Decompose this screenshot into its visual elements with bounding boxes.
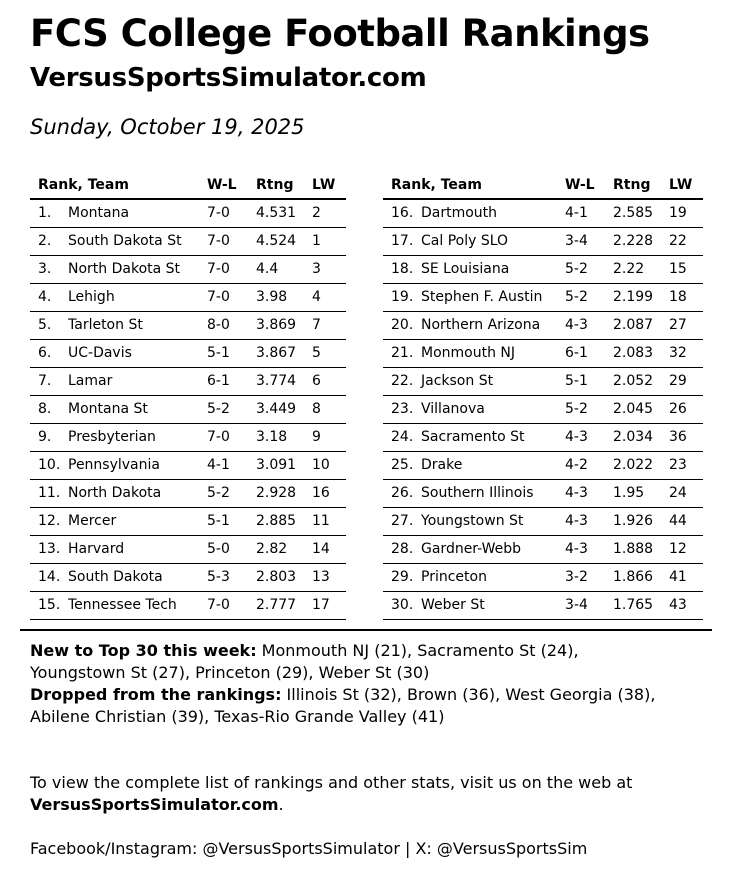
wl-cell: 5-2 xyxy=(565,283,613,311)
team-cell: Dartmouth xyxy=(421,199,565,227)
last-week-cell: 27 xyxy=(669,311,703,339)
table-row xyxy=(383,311,703,339)
wl-cell: 6-1 xyxy=(565,339,613,367)
table-row xyxy=(30,339,346,367)
new-entries-label: New to Top 30 this week: xyxy=(30,641,257,660)
site-name: VersusSportsSimulator.com xyxy=(30,63,427,93)
visit-site: VersusSportsSimulator.com xyxy=(30,795,279,814)
table-row xyxy=(383,423,703,451)
rank-cell: 22. xyxy=(383,367,421,395)
wl-cell: 4-1 xyxy=(207,451,256,479)
table-row xyxy=(30,479,346,507)
rank-cell: 3. xyxy=(30,255,68,283)
team-cell: SE Louisiana xyxy=(421,255,565,283)
wl-cell: 4-3 xyxy=(565,311,613,339)
table-row xyxy=(383,367,703,395)
rating-cell: 4.524 xyxy=(256,227,312,255)
wl-cell: 3-4 xyxy=(565,227,613,255)
rank-cell: 30. xyxy=(383,591,421,619)
rankings-body-left xyxy=(30,199,346,619)
last-week-cell: 41 xyxy=(669,563,703,591)
table-row xyxy=(383,283,703,311)
team-cell: Pennsylvania xyxy=(68,451,207,479)
rank-cell: 6. xyxy=(30,339,68,367)
table-row xyxy=(30,451,346,479)
wl-cell: 4-3 xyxy=(565,507,613,535)
table-row xyxy=(30,395,346,423)
table-header-row xyxy=(383,172,703,199)
column-header-rank-team: Rank, Team xyxy=(30,172,207,199)
rank-cell: 4. xyxy=(30,283,68,311)
rank-cell: 14. xyxy=(30,563,68,591)
table-row xyxy=(383,227,703,255)
table-row xyxy=(383,339,703,367)
table-row xyxy=(383,395,703,423)
rating-cell: 2.087 xyxy=(613,311,669,339)
rank-cell: 15. xyxy=(30,591,68,619)
wl-cell: 5-1 xyxy=(207,507,256,535)
new-entries-text: Monmouth NJ (21), Sacramento St (24), xyxy=(256,641,579,660)
table-header-row xyxy=(30,172,346,199)
team-cell: Montana St xyxy=(68,395,207,423)
visit-site-line xyxy=(30,794,710,816)
wl-cell: 7-0 xyxy=(207,283,256,311)
last-week-cell: 13 xyxy=(312,563,346,591)
table-row xyxy=(30,283,346,311)
wl-cell: 3-2 xyxy=(565,563,613,591)
last-week-cell: 11 xyxy=(312,507,346,535)
rank-cell: 9. xyxy=(30,423,68,451)
table-row xyxy=(383,451,703,479)
ranking-date: Sunday, October 19, 2025 xyxy=(30,115,305,139)
rating-cell: 2.777 xyxy=(256,591,312,619)
team-cell: Villanova xyxy=(421,395,565,423)
rating-cell: 2.045 xyxy=(613,395,669,423)
column-header-lw: LW xyxy=(312,172,346,199)
dropped-line xyxy=(30,684,710,706)
rank-cell: 2. xyxy=(30,227,68,255)
wl-cell: 7-0 xyxy=(207,227,256,255)
column-header-rating: Rtng xyxy=(613,172,669,199)
last-week-cell: 32 xyxy=(669,339,703,367)
rating-cell: 1.926 xyxy=(613,507,669,535)
rating-cell: 3.091 xyxy=(256,451,312,479)
team-cell: Presbyterian xyxy=(68,423,207,451)
wl-cell: 4-3 xyxy=(565,423,613,451)
wl-cell: 5-2 xyxy=(207,479,256,507)
wl-cell: 5-1 xyxy=(207,339,256,367)
rank-cell: 20. xyxy=(383,311,421,339)
rating-cell: 2.585 xyxy=(613,199,669,227)
rating-cell: 2.034 xyxy=(613,423,669,451)
rating-cell: 1.765 xyxy=(613,591,669,619)
last-week-cell: 15 xyxy=(669,255,703,283)
team-cell: Lamar xyxy=(68,367,207,395)
new-entries-line xyxy=(30,640,710,662)
wl-cell: 4-1 xyxy=(565,199,613,227)
last-week-cell: 1 xyxy=(312,227,346,255)
wl-cell: 4-3 xyxy=(565,535,613,563)
table-row xyxy=(30,507,346,535)
wl-cell: 7-0 xyxy=(207,423,256,451)
last-week-cell: 14 xyxy=(312,535,346,563)
team-cell: Harvard xyxy=(68,535,207,563)
team-cell: Jackson St xyxy=(421,367,565,395)
wl-cell: 5-2 xyxy=(565,395,613,423)
wl-cell: 7-0 xyxy=(207,591,256,619)
wl-cell: 7-0 xyxy=(207,199,256,227)
rank-cell: 29. xyxy=(383,563,421,591)
team-cell: Tarleton St xyxy=(68,311,207,339)
rank-cell: 13. xyxy=(30,535,68,563)
rating-cell: 3.98 xyxy=(256,283,312,311)
team-cell: Lehigh xyxy=(68,283,207,311)
rank-cell: 17. xyxy=(383,227,421,255)
rank-cell: 21. xyxy=(383,339,421,367)
rating-cell: 3.774 xyxy=(256,367,312,395)
last-week-cell: 29 xyxy=(669,367,703,395)
team-cell: South Dakota xyxy=(68,563,207,591)
team-cell: Weber St xyxy=(421,591,565,619)
rank-cell: 1. xyxy=(30,199,68,227)
team-cell: Stephen F. Austin xyxy=(421,283,565,311)
column-header-wl: W-L xyxy=(565,172,613,199)
rankings-table-right xyxy=(383,172,703,620)
team-cell: Drake xyxy=(421,451,565,479)
section-divider xyxy=(20,629,712,631)
team-cell: Monmouth NJ xyxy=(421,339,565,367)
last-week-cell: 17 xyxy=(312,591,346,619)
rank-cell: 11. xyxy=(30,479,68,507)
rating-cell: 2.022 xyxy=(613,451,669,479)
rating-cell: 2.928 xyxy=(256,479,312,507)
rating-cell: 4.531 xyxy=(256,199,312,227)
rating-cell: 2.199 xyxy=(613,283,669,311)
rating-cell: 2.052 xyxy=(613,367,669,395)
rating-cell: 1.888 xyxy=(613,535,669,563)
column-header-rank-team: Rank, Team xyxy=(383,172,565,199)
rankings-table-left xyxy=(30,172,346,620)
rating-cell: 2.82 xyxy=(256,535,312,563)
table-row xyxy=(383,563,703,591)
table-row xyxy=(30,563,346,591)
last-week-cell: 6 xyxy=(312,367,346,395)
rank-cell: 26. xyxy=(383,479,421,507)
notes-section xyxy=(30,640,710,860)
last-week-cell: 44 xyxy=(669,507,703,535)
table-row xyxy=(30,591,346,619)
team-cell: Northern Arizona xyxy=(421,311,565,339)
table-row xyxy=(30,227,346,255)
table-row xyxy=(30,199,346,227)
last-week-cell: 19 xyxy=(669,199,703,227)
table-row xyxy=(383,591,703,619)
table-row xyxy=(30,255,346,283)
last-week-cell: 16 xyxy=(312,479,346,507)
rank-cell: 18. xyxy=(383,255,421,283)
wl-cell: 5-3 xyxy=(207,563,256,591)
team-cell: Princeton xyxy=(421,563,565,591)
last-week-cell: 43 xyxy=(669,591,703,619)
column-header-wl: W-L xyxy=(207,172,256,199)
wl-cell: 8-0 xyxy=(207,311,256,339)
rankings-body-right xyxy=(383,199,703,619)
visit-period: . xyxy=(278,795,284,814)
dropped-label: Dropped from the rankings: xyxy=(30,685,282,704)
rating-cell: 2.22 xyxy=(613,255,669,283)
rank-cell: 27. xyxy=(383,507,421,535)
last-week-cell: 8 xyxy=(312,395,346,423)
rank-cell: 19. xyxy=(383,283,421,311)
team-cell: Gardner-Webb xyxy=(421,535,565,563)
table-row xyxy=(383,255,703,283)
wl-cell: 7-0 xyxy=(207,255,256,283)
table-row xyxy=(30,423,346,451)
dropped-text: Illinois St (32), Brown (36), West Georgia (38), xyxy=(281,685,656,704)
last-week-cell: 12 xyxy=(669,535,703,563)
rank-cell: 16. xyxy=(383,199,421,227)
last-week-cell: 26 xyxy=(669,395,703,423)
last-week-cell: 23 xyxy=(669,451,703,479)
team-cell: North Dakota xyxy=(68,479,207,507)
table-row xyxy=(383,479,703,507)
rating-cell: 1.95 xyxy=(613,479,669,507)
last-week-cell: 7 xyxy=(312,311,346,339)
team-cell: Tennessee Tech xyxy=(68,591,207,619)
rank-cell: 10. xyxy=(30,451,68,479)
wl-cell: 3-4 xyxy=(565,591,613,619)
team-cell: South Dakota St xyxy=(68,227,207,255)
rating-cell: 2.228 xyxy=(613,227,669,255)
wl-cell: 5-2 xyxy=(565,255,613,283)
team-cell: North Dakota St xyxy=(68,255,207,283)
visit-text: To view the complete list of rankings and other stats, visit us on the web at xyxy=(30,773,633,792)
rating-cell: 3.869 xyxy=(256,311,312,339)
table-row xyxy=(30,367,346,395)
last-week-cell: 22 xyxy=(669,227,703,255)
team-cell: UC-Davis xyxy=(68,339,207,367)
rank-cell: 28. xyxy=(383,535,421,563)
dropped-line-2: Abilene Christian (39), Texas-Rio Grande Valley (41) xyxy=(30,707,445,726)
team-cell: Montana xyxy=(68,199,207,227)
column-header-rating: Rtng xyxy=(256,172,312,199)
last-week-cell: 36 xyxy=(669,423,703,451)
rating-cell: 2.803 xyxy=(256,563,312,591)
table-row xyxy=(383,535,703,563)
rank-cell: 25. xyxy=(383,451,421,479)
rating-cell: 3.18 xyxy=(256,423,312,451)
last-week-cell: 18 xyxy=(669,283,703,311)
last-week-cell: 4 xyxy=(312,283,346,311)
rating-cell: 3.867 xyxy=(256,339,312,367)
rank-cell: 7. xyxy=(30,367,68,395)
rank-cell: 5. xyxy=(30,311,68,339)
wl-cell: 5-0 xyxy=(207,535,256,563)
rating-cell: 2.083 xyxy=(613,339,669,367)
last-week-cell: 2 xyxy=(312,199,346,227)
last-week-cell: 9 xyxy=(312,423,346,451)
rank-cell: 23. xyxy=(383,395,421,423)
rank-cell: 24. xyxy=(383,423,421,451)
new-entries-line-2: Youngstown St (27), Princeton (29), Weber St (30) xyxy=(30,663,430,682)
last-week-cell: 3 xyxy=(312,255,346,283)
rank-cell: 8. xyxy=(30,395,68,423)
wl-cell: 5-1 xyxy=(565,367,613,395)
last-week-cell: 10 xyxy=(312,451,346,479)
table-row xyxy=(383,199,703,227)
team-cell: Sacramento St xyxy=(421,423,565,451)
last-week-cell: 5 xyxy=(312,339,346,367)
page-title: FCS College Football Rankings xyxy=(30,12,650,55)
team-cell: Mercer xyxy=(68,507,207,535)
team-cell: Cal Poly SLO xyxy=(421,227,565,255)
last-week-cell: 24 xyxy=(669,479,703,507)
wl-cell: 5-2 xyxy=(207,395,256,423)
rating-cell: 2.885 xyxy=(256,507,312,535)
team-cell: Youngstown St xyxy=(421,507,565,535)
team-cell: Southern Illinois xyxy=(421,479,565,507)
wl-cell: 6-1 xyxy=(207,367,256,395)
table-row xyxy=(30,535,346,563)
wl-cell: 4-3 xyxy=(565,479,613,507)
table-row xyxy=(383,507,703,535)
rating-cell: 3.449 xyxy=(256,395,312,423)
social-handles: Facebook/Instagram: @VersusSportsSimulator | X: @VersusSportsSim xyxy=(30,839,588,858)
rating-cell: 4.4 xyxy=(256,255,312,283)
table-row xyxy=(30,311,346,339)
rank-cell: 12. xyxy=(30,507,68,535)
column-header-lw: LW xyxy=(669,172,703,199)
wl-cell: 4-2 xyxy=(565,451,613,479)
rating-cell: 1.866 xyxy=(613,563,669,591)
